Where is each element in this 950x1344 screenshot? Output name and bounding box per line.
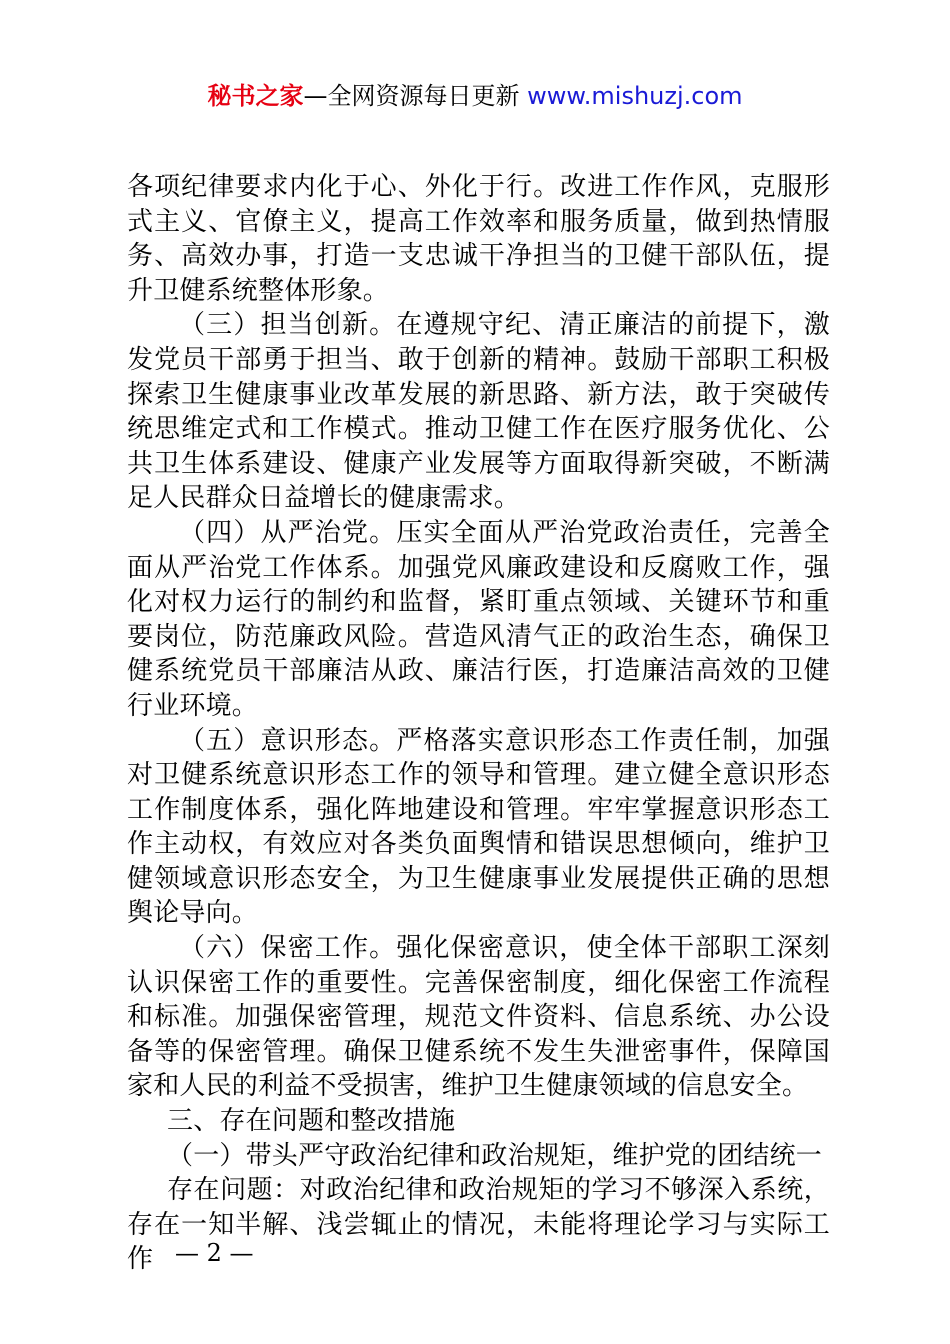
- page-number: — 2 —: [175, 1239, 254, 1267]
- site-url-link[interactable]: www.mishuzj.com: [527, 82, 743, 110]
- document-body: [127, 170, 830, 1277]
- paragraph-continued: 各项纪律要求内化于心、外化于行。改进工作作风，克服形式主义、官僚主义，提高工作效率和服务质量，做到热情服务、高效办事，打造一支忠诚干净担当的卫健干部队伍，提升卫健系统整体形象。: [127, 172, 830, 306]
- brand-name: 秘书之家: [207, 82, 304, 110]
- subheading-1: （一）带头严守政治纪律和政治规矩，维护党的团结统一: [167, 1140, 823, 1171]
- paragraph-section-4: （四）从严治党。压实全面从严治党政治责任，完善全面从严治党工作体系。加强党风廉政建设和反腐败工作，强化对权力运行的制约和监督，紧盯重点领域、关键环节和重要岗位，防范廉政风险。营造风清气正的政治生态，确保卫健系统党员干部廉洁从政、廉洁行医，打造廉洁高效的卫健行业环境。: [127, 517, 830, 721]
- paragraph-section-5: （五）意识形态。严格落实意识形态工作责任制，加强对卫健系统意识形态工作的领导和管理。建立健全意识形态工作制度体系，强化阵地建设和管理。牢牢掌握意识形态工作主动权，有效应对各类负面舆情和错误思想倾向，维护卫健领域意识形态安全，为卫生健康事业发展提供正确的思想舆论导向。: [127, 725, 830, 929]
- site-header: [0, 80, 950, 112]
- header-slogan: —全网资源每日更新: [303, 82, 520, 110]
- paragraph-problem: 存在问题：对政治纪律和政治规矩的学习不够深入系统，存在一知半解、浅尝辄止的情况，未能将理论学习与实际工作: [127, 1175, 830, 1275]
- paragraph-section-6: （六）保密工作。强化保密意识，使全体干部职工深刻认识保密工作的重要性。完善保密制度，细化保密工作流程和标准。加强保密管理，规范文件资料、信息系统、办公设备等的保密管理。确保卫健系统不发生失泄密事件，保障国家和人民的利益不受损害，维护卫生健康领域的信息安全。: [127, 933, 830, 1102]
- paragraph-section-3: （三）担当创新。在遵规守纪、清正廉洁的前提下，激发党员干部勇于担当、敢于创新的精神。鼓励干部职工积极探索卫生健康事业改革发展的新思路、新方法，敢于突破传统思维定式和工作模式。推动卫健工作在医疗服务优化、公共卫生体系建设、健康产业发展等方面取得新突破，不断满足人民群众日益增长的健康需求。: [127, 310, 830, 514]
- section-heading-problems: 三、存在问题和整改措施: [167, 1106, 456, 1137]
